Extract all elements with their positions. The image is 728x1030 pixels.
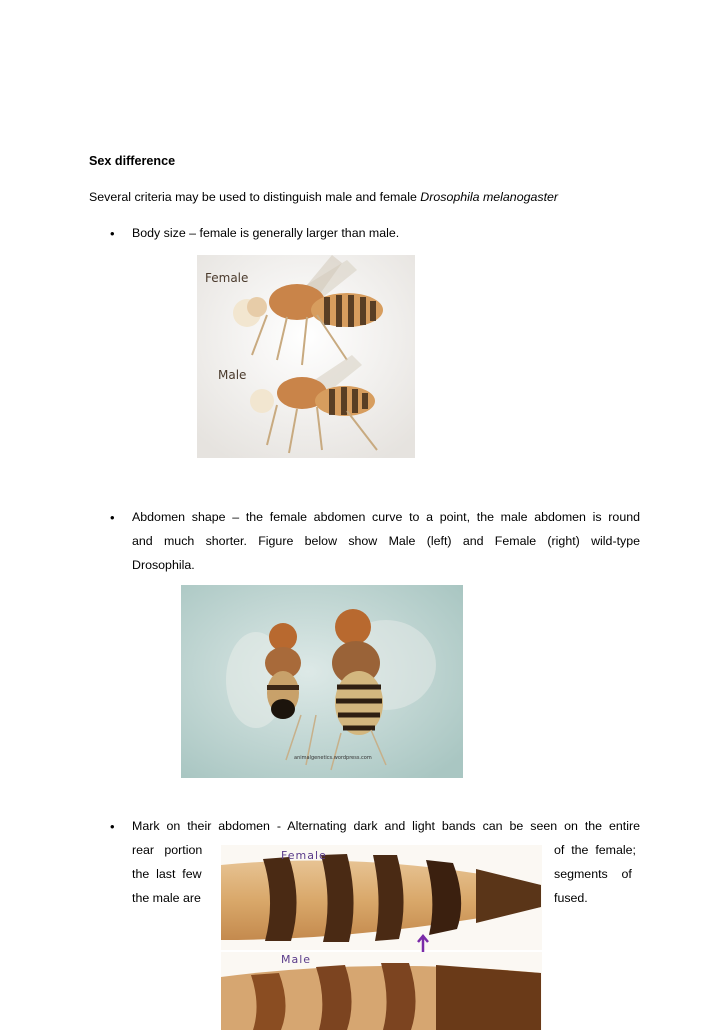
bullet-abdomen-marks bbox=[132, 814, 640, 838]
bullet-line: Drosophila. bbox=[132, 558, 195, 572]
figure-abdomen-shape bbox=[181, 585, 463, 778]
abdomen-bands-image bbox=[221, 845, 542, 1030]
intro-text: Several criteria may be used to distinguish male and female bbox=[89, 190, 421, 204]
figure1-label-male: Male bbox=[218, 368, 247, 382]
bullet-abdomen-shape bbox=[132, 505, 640, 577]
bullet-marker: • bbox=[110, 510, 115, 525]
bullet-wrap-right bbox=[554, 838, 641, 910]
figure1-label-female: Female bbox=[205, 271, 249, 285]
figure3-label-female: Female bbox=[281, 849, 327, 862]
bullet-line: segments of bbox=[554, 867, 632, 881]
bullet-line: rear portion bbox=[132, 843, 203, 857]
bullet-marker: • bbox=[110, 226, 115, 241]
bullet-body-size: Body size – female is generally larger than male. bbox=[132, 226, 400, 240]
bullet-line: and much shorter. Figure below show Male (left) and Female (right) wild-type bbox=[132, 534, 640, 548]
bullet-line: fused. bbox=[554, 891, 588, 905]
body-size-flies-image bbox=[197, 255, 415, 458]
figure-abdomen-marks bbox=[221, 845, 542, 1030]
bullet-line: Mark on their abdomen - Alternating dark and light bands can be seen on the entire bbox=[132, 819, 640, 833]
intro-paragraph bbox=[89, 190, 689, 204]
species-name: Drosophila melanogaster bbox=[420, 190, 559, 204]
bullet-line: of the female; bbox=[554, 843, 636, 857]
figure-body-size bbox=[197, 255, 415, 458]
figure2-watermark: animalgenetics.wordpress.com bbox=[294, 755, 372, 761]
bullet-line: the last few bbox=[132, 867, 202, 881]
bullet-line: the male are bbox=[132, 891, 201, 905]
figure3-label-male: Male bbox=[281, 953, 312, 966]
male-female-dorsal-image bbox=[181, 585, 463, 778]
section-heading: Sex difference bbox=[89, 154, 176, 168]
bullet-marker: • bbox=[110, 819, 115, 834]
bullet-line: Abdomen shape – the female abdomen curve to a point, the male abdomen is round bbox=[132, 510, 640, 524]
bullet-wrap-left bbox=[132, 838, 212, 910]
